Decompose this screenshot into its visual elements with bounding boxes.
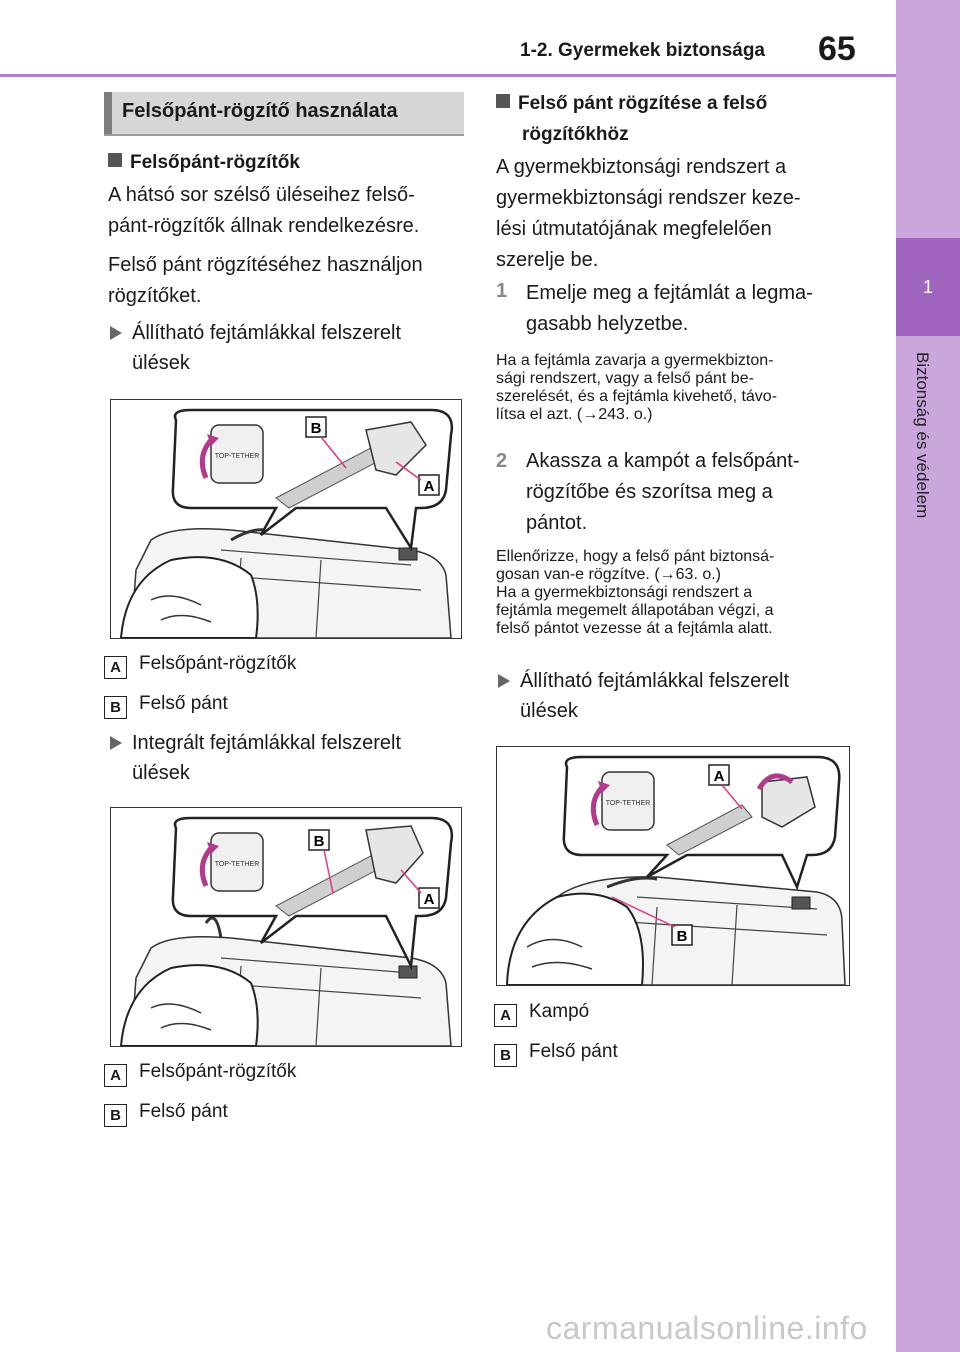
- bullet-integrated-headrests: Integrált fejtámlákkal felszerelt ülések: [106, 728, 401, 788]
- section-title: [104, 92, 464, 136]
- square-bullet-icon: [496, 94, 510, 108]
- paragraph-install-crs: A gyermekbiztonsági rendszert a gyermekbiztonsági rendszer keze- lési útmutatójának megfelelően szerelje be.: [496, 156, 801, 271]
- note-headrest-removal: Ha a fejtámla zavarja a gyermekbizton- sági rendszert, vagy a felső pánt be- szerelését, és a fejtámla kivehető, távo- lítsa el azt. (→243. o.): [496, 352, 778, 423]
- chapter-number-tab[interactable]: 1: [896, 238, 960, 336]
- callout-a: A: [423, 891, 435, 908]
- legend-row-b: B Felső pánt: [104, 692, 228, 719]
- callout-a: A: [423, 478, 435, 495]
- note-check-tether: Ellenőrizze, hogy a felső pánt biztonsá- gosan van-e rögzítve. (→63. o.) Ha a gyermekbiztonsági rendszert a fejtámla megemelt állapotában végzi, a felső pántot vezesse át a fejtámla alatt.: [496, 548, 775, 637]
- square-bullet-icon: [108, 153, 122, 167]
- top-tether-badge-label: TOP-TETHER: [214, 453, 260, 460]
- legend-key-b: B: [494, 1044, 517, 1067]
- header-section-title: 1-2. Gyermekek biztonsága: [520, 40, 765, 61]
- top-tether-badge-label: TOP-TETHER: [214, 861, 260, 868]
- callout-b: B: [676, 928, 688, 945]
- paragraph-intro: A hátsó sor szélső üléseihez felső- pánt-rögzítők állnak rendelkezésre.: [108, 184, 420, 237]
- top-tether-badge-label: TOP-TETHER: [605, 800, 651, 807]
- figure-adjustable-headrest-anchors: [110, 399, 462, 639]
- step-number-2: 2: [496, 450, 508, 472]
- bullet-adjustable-headrests-right: Állítható fejtámlákkal felszerelt ülések: [494, 666, 789, 726]
- page-number: 65: [818, 30, 856, 68]
- chapter-side-tab: [896, 0, 960, 1352]
- legend-key-b: B: [104, 1104, 127, 1127]
- step-2-text: Akassza a kampót a felsőpánt- rögzítőbe és szorítsa meg a pántot.: [526, 450, 800, 534]
- step-number-1: 1: [496, 280, 508, 302]
- legend-key-a: A: [104, 656, 127, 679]
- legend-key-a: A: [104, 1064, 127, 1087]
- subhead-attach-tether: Felső pánt rögzítése a felső rögzítőkhöz: [496, 88, 767, 150]
- figure-integrated-headrest-anchors: [110, 807, 462, 1047]
- legend-row-a: A Felsőpánt-rögzítők: [104, 1060, 296, 1087]
- callout-a: A: [713, 768, 725, 785]
- header-divider: [0, 74, 896, 77]
- legend-row-b: B Felső pánt: [104, 1100, 228, 1127]
- figure-hook-attachment: [496, 746, 850, 986]
- paragraph-use-anchors: Felső pánt rögzítéséhez használjon rögzítőket.: [108, 254, 423, 307]
- legend-row-a: A Kampó: [494, 1000, 589, 1027]
- watermark: carmanualsonline.info: [546, 1310, 868, 1346]
- section-title-text: Felsőpánt-rögzítő használata: [122, 100, 398, 122]
- legend-row-b: B Felső pánt: [494, 1040, 618, 1067]
- step-1-text: Emelje meg a fejtámlát a legma- gasabb helyzetbe.: [526, 282, 813, 335]
- legend-row-a: A Felsőpánt-rögzítők: [104, 652, 296, 679]
- callout-b: B: [313, 833, 325, 850]
- bullet-adjustable-headrests: Állítható fejtámlákkal felszerelt ülések: [106, 318, 401, 378]
- chapter-label: Biztonság és védelem: [913, 352, 932, 519]
- legend-key-b: B: [104, 696, 127, 719]
- legend-key-a: A: [494, 1004, 517, 1027]
- subhead-top-tether-anchors: Felsőpánt-rögzítők: [108, 147, 300, 178]
- callout-b: B: [310, 420, 322, 437]
